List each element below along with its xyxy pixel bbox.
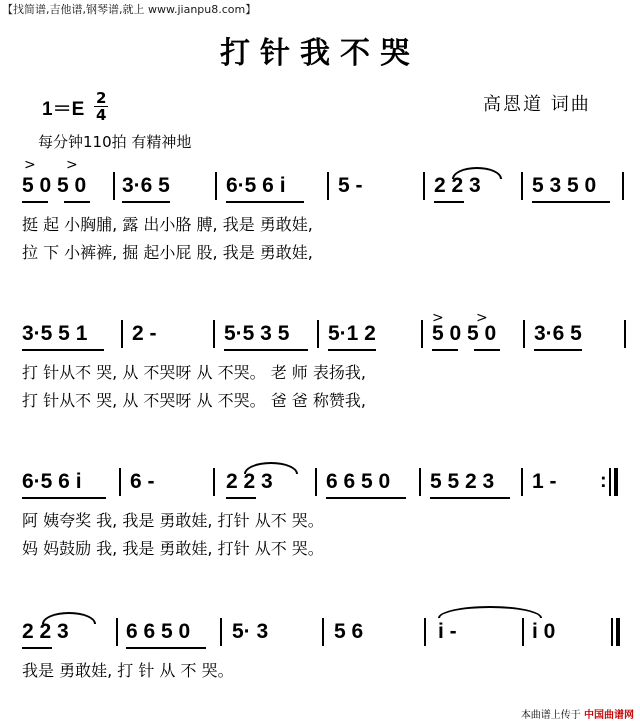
- final-barline: [614, 468, 618, 496]
- measure-notes: 2 -: [132, 322, 157, 345]
- underline-beam: [64, 201, 90, 203]
- underline-beam: [432, 349, 458, 351]
- lyric-line: 打 针从不 哭, 从 不哭呀 从 不哭。 爸 爸 称赞我,: [22, 391, 366, 410]
- measure-notes: 5·5 3 5: [224, 322, 290, 345]
- measure-notes: 6·5 6 i: [22, 470, 82, 493]
- barline: [315, 468, 317, 496]
- measure-notes: 6 6 5 0: [326, 470, 391, 493]
- measure-notes: 2 2 3: [22, 620, 69, 643]
- page-title: 打针我不哭: [220, 36, 420, 71]
- measure-notes: 5 3 5 0: [532, 174, 597, 197]
- measure-notes: 5 5 2 3: [430, 470, 495, 493]
- final-barline: [616, 618, 620, 646]
- barline: [609, 468, 611, 496]
- measure-notes: 5 0 5 0: [432, 322, 497, 345]
- measure-notes: 5 0 5 0: [22, 174, 87, 197]
- barline: [424, 618, 426, 646]
- measure-notes: 6 6 5 0: [126, 620, 191, 643]
- underline-beam: [474, 349, 500, 351]
- underline-beam: [22, 201, 48, 203]
- accent-mark: >: [476, 310, 488, 326]
- barline: [317, 320, 319, 348]
- measure-notes: 5·1 2: [328, 322, 376, 345]
- measure-notes: 1 -: [532, 470, 557, 493]
- measure-notes: 5 6: [334, 620, 364, 643]
- underline-beam: [126, 647, 206, 649]
- barline: [622, 172, 624, 200]
- underline-beam: [534, 349, 582, 351]
- barline: [523, 320, 525, 348]
- barline: [521, 172, 523, 200]
- barline: [421, 320, 423, 348]
- barline: [423, 172, 425, 200]
- accent-mark: >: [66, 157, 78, 173]
- lyric-line: 阿 姨夸奖 我, 我是 勇敢娃, 打针 从不 哭。: [22, 511, 324, 530]
- measure-notes: 6 -: [130, 470, 155, 493]
- measure-notes: 2 2 3: [434, 174, 481, 197]
- measure-notes: 6·5 6 i: [226, 174, 286, 197]
- barline: [119, 468, 121, 496]
- underline-beam: [226, 201, 304, 203]
- underline-beam: [22, 497, 106, 499]
- lyric-line: 妈 妈鼓励 我, 我是 勇敢娃, 打针 从不 哭。: [22, 539, 324, 558]
- lyric-line: 打 针从不 哭, 从 不哭呀 从 不哭。 老 师 表扬我,: [22, 363, 366, 382]
- barline: [213, 320, 215, 348]
- barline: [322, 618, 324, 646]
- footer-credit: [521, 706, 634, 721]
- measure-notes: 3·5 5 1: [22, 322, 88, 345]
- barline: [215, 172, 217, 200]
- barline: [611, 618, 613, 646]
- underline-beam: [22, 349, 104, 351]
- underline-beam: [430, 497, 510, 499]
- time-signature-top: 2: [96, 89, 107, 107]
- footer-site-logo[interactable]: 中国曲谱网: [584, 710, 634, 721]
- barline: [113, 172, 115, 200]
- underline-beam: [22, 647, 52, 649]
- underline-beam: [434, 201, 464, 203]
- barline: [121, 320, 123, 348]
- time-signature-bottom: 4: [96, 106, 107, 124]
- lyric-line: 挺 起 小胸脯, 露 出小胳 膊, 我是 勇敢娃,: [22, 215, 313, 234]
- accent-mark: >: [24, 157, 36, 173]
- footer-uploaded: 本曲谱上传于: [520, 710, 581, 721]
- accent-mark: >: [432, 310, 444, 326]
- underline-beam: [224, 349, 308, 351]
- lyric-line: 拉 下 小裤裤, 掘 起小屁 股, 我是 勇敢娃,: [22, 243, 313, 262]
- barline: [624, 320, 626, 348]
- barline: [419, 468, 421, 496]
- tempo-marking: 每分钟110拍 有精神地: [38, 133, 192, 151]
- lyric-line: 我是 勇敢娃, 打 针 从 不 哭。: [22, 661, 234, 680]
- measure-notes: 5· 3: [232, 620, 269, 643]
- time-signature: [94, 90, 108, 123]
- underline-beam: [122, 201, 170, 203]
- barline: [327, 172, 329, 200]
- barline: [213, 468, 215, 496]
- barline: [522, 618, 524, 646]
- underline-beam: [326, 497, 406, 499]
- composer-credit: 高恩道 词曲: [483, 94, 591, 115]
- measure-notes: i -: [438, 620, 457, 643]
- measure-notes: 3·6 5: [122, 174, 170, 197]
- measure-notes: 2 2 3: [226, 470, 273, 493]
- tie-slur: [438, 606, 542, 618]
- barline: [521, 468, 523, 496]
- underline-beam: [226, 497, 256, 499]
- measure-notes: 3·6 5: [534, 322, 582, 345]
- measure-notes: 5 -: [338, 174, 363, 197]
- underline-beam: [328, 349, 376, 351]
- barline: [220, 618, 222, 646]
- key-signature: 1＝E: [42, 99, 85, 120]
- barline: [116, 618, 118, 646]
- measure-notes: i 0: [532, 620, 556, 643]
- repeat-dots: :: [600, 470, 607, 492]
- header-links[interactable]: 【找简谱,吉他谱,钢琴谱,就上 www.jianpu8.com】: [2, 3, 257, 16]
- underline-beam: [532, 201, 610, 203]
